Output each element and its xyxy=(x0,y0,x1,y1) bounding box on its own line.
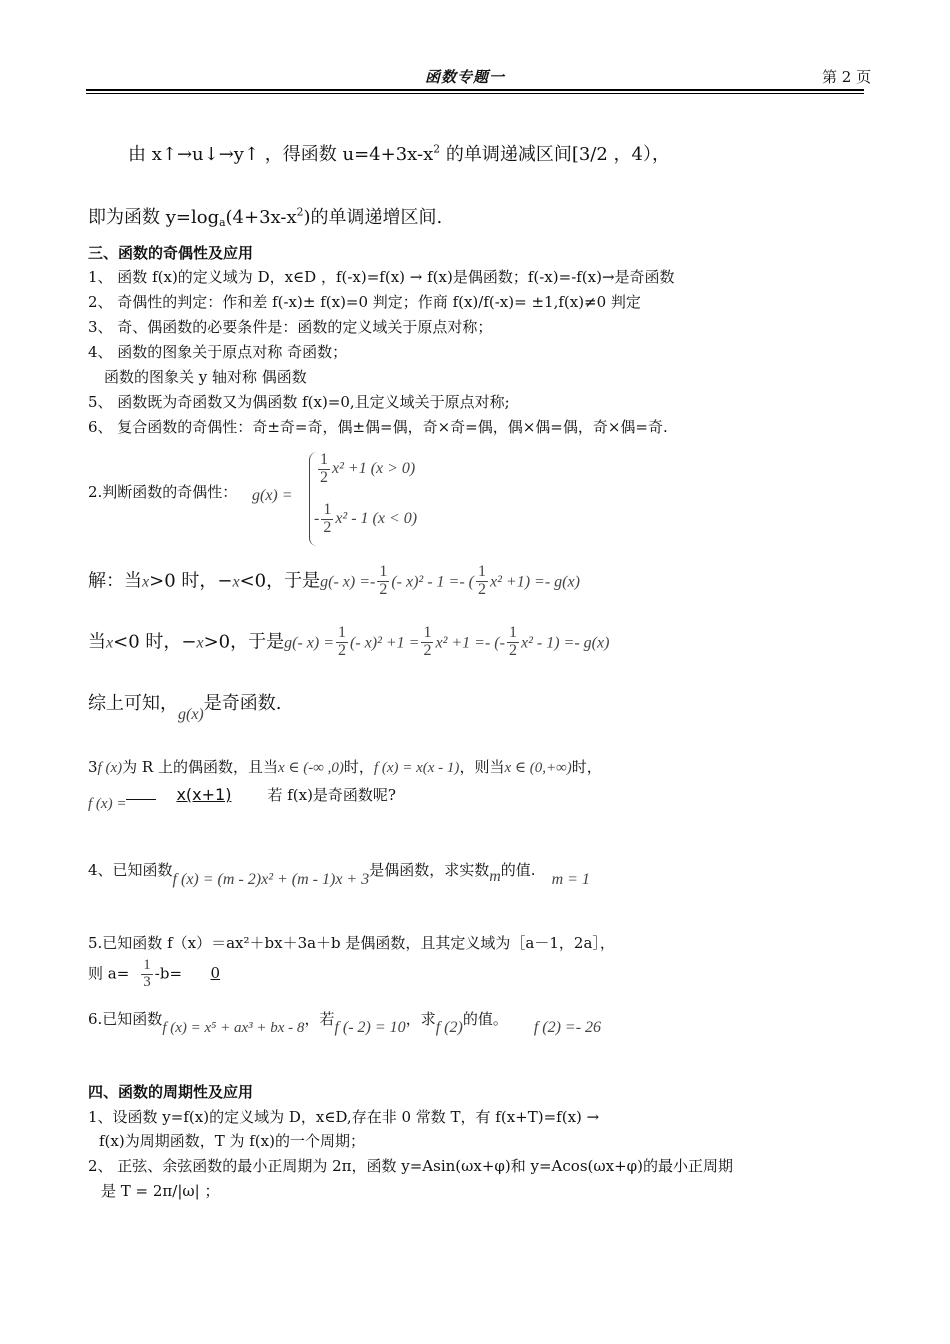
solution-line-1: 解：当x>0 时，−x<0，于是g(- x) =- $\frac{1}{2}$ (- x)² - 1 =- ( $\frac{1}{2}$ x² +1) =- g(x) xyxy=(88,563,580,598)
page-number: 第 2 页 xyxy=(822,68,872,86)
problem-3-line-2: f (x) = x(x+1) 若 f(x)是奇函数呢? xyxy=(88,785,396,812)
section-4-item-1b: f(x)为周期函数，T 为 f(x)的一个周期； xyxy=(99,1132,365,1150)
solution-line-2: 当x<0 时，−x>0，于是g(- x) = $\frac{1}{2}$ (- x)² +1 = $\frac{1}{2}$ x² +1 =- (- $\frac{1}{2}$ x² - 1) =- g(x) xyxy=(88,624,610,659)
section-3-item-6: 6、 复合函数的奇偶性：奇±奇=奇，偶±偶=偶，奇×奇=偶，偶×偶=偶，奇×偶=奇. xyxy=(88,418,668,436)
piecewise-case-1: $\frac{1}{2}$ x² +1 (x > 0) xyxy=(320,451,416,486)
section-4-item-2: 2、 正弦、余弦函数的最小正周期为 2π，函数 y=Asin(ωx+φ)和 y=Acos(ωx+φ)的最小正周期 xyxy=(88,1157,733,1175)
g-lhs: g(x) = xyxy=(252,487,293,504)
header-rule-thin xyxy=(86,93,864,94)
section-3-item-2: 2、 奇偶性的判定：作和差 f(-x)± f(x)=0 判定；作商 f(x)/f(-x)= ±1,f(x)≠0 判定 xyxy=(88,293,641,311)
section-3-item-5: 5、 函数既为奇函数又为偶函数 f(x)=0,且定义域关于原点对称; xyxy=(88,393,510,411)
section-3-item-4b: 函数的图象关 y 轴对称 偶函数 xyxy=(104,368,307,386)
header-title: 函数专题一 xyxy=(425,68,506,86)
problem-3-line-1: 3f (x)为 R 上的偶函数，且当x ∈ (-∞ ,0)时，f (x) = x(x - 1)，则当x ∈ (0,+∞)时， xyxy=(88,758,602,776)
problem-5-line-1: 5.已知函数 f（x）＝ax²＋bx＋3a＋b 是偶函数，且其定义域为［a－1，2a］， xyxy=(88,934,615,952)
monotone-line-2: 即为函数 $y=\log_a(4+3x-x^2)$的单调递增区间. xyxy=(88,205,443,230)
section-4-item-1: 1、设函数 y=f(x)的定义域为 D，x∈D,存在非 0 常数 T，有 f(x+T)=f(x) → xyxy=(88,1108,600,1126)
section-3-item-1: 1、 函数 f(x)的定义域为 D，x∈D ，f(-x)=f(x) → f(x)是偶函数；f(-x)=-f(x)→是奇函数 xyxy=(88,268,675,286)
monotone-line-1: 由 x↑→u↓→y↑ ，得函数 $u=4+3x-x^2$ 的单调递减区间[3/2 ，4）， xyxy=(128,142,670,165)
section-3-title: 三、函数的奇偶性及应用 xyxy=(88,244,254,262)
problem-4: 4、已知函数f (x) = (m - 2)x² + (m - 1)x + 3是偶函数，求实数m的值.m = 1 xyxy=(88,861,590,888)
section-4-title: 四、函数的周期性及应用 xyxy=(88,1083,254,1101)
section-3-item-4: 4、 函数的图象关于原点对称 奇函数； xyxy=(88,343,348,361)
section-4-item-2b: 是 T = 2π/|ω| ； xyxy=(101,1182,220,1200)
problem-2-label: 2.判断函数的奇偶性： xyxy=(88,483,238,501)
problem-5-line-2: 则 a= $\frac{1}{3}$ -b= 0 xyxy=(88,957,221,990)
piecewise-case-2: - $\frac{1}{2}$ x² - 1 (x < 0) xyxy=(314,501,418,536)
header-rule xyxy=(86,89,864,91)
problem-6: 6.已知函数f (x) = x⁵ + ax³ + bx - 8，若f (- 2) = 10，求f (2)的值。 f (2) =- 26 xyxy=(88,1010,602,1036)
conclusion: 综上可知，g(x)是奇函数. xyxy=(88,693,282,723)
section-3-item-3: 3、 奇、偶函数的必要条件是：函数的定义域关于原点对称； xyxy=(88,318,493,336)
